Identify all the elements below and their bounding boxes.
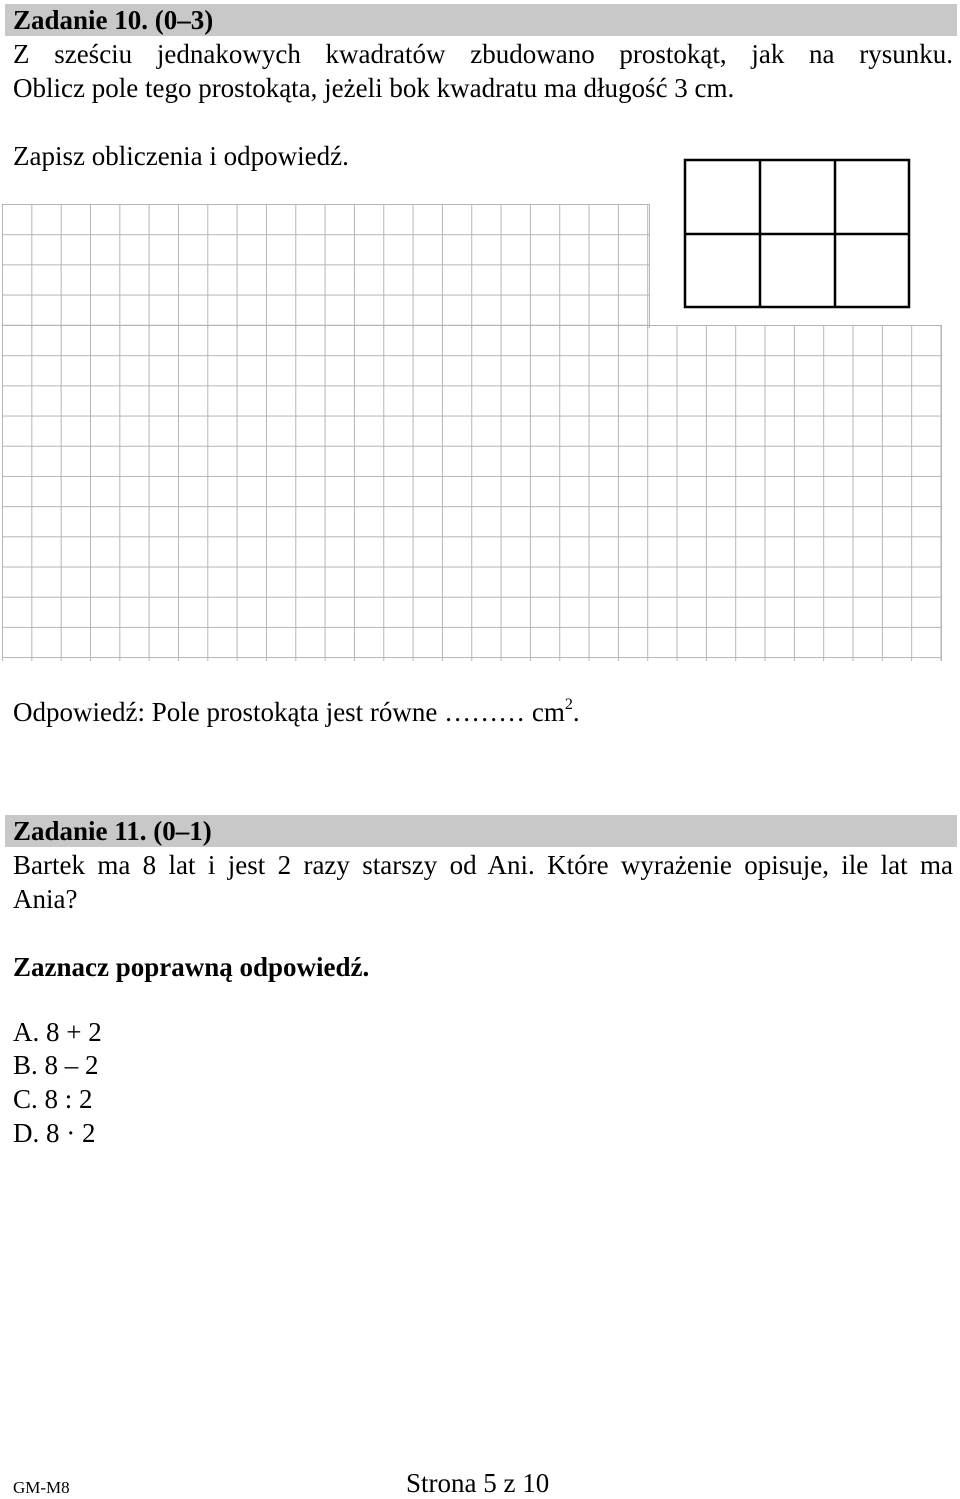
task11-instruction: Zaznacz poprawną odpowiedź. xyxy=(13,952,370,982)
rectangle-of-squares-figure xyxy=(683,158,913,310)
exam-code: GM-M8 xyxy=(13,1478,70,1497)
task10-text-line1: Z sześciu jednakowych kwadratów zbudowano prostokąt, jak na rysunku. xyxy=(13,39,953,69)
option-b[interactable]: B. 8 – 2 xyxy=(13,1050,99,1080)
option-c[interactable]: C. 8 : 2 xyxy=(13,1084,93,1114)
task11-text-line2: Ania? xyxy=(13,884,78,914)
task10-instruction: Zapisz obliczenia i odpowiedź. xyxy=(13,141,349,171)
task10-header: Zadanie 10. (0–3) xyxy=(5,4,957,36)
task11-text-line1: Bartek ma 8 lat i jest 2 razy starszy od Ani. Które wyrażenie opisuje, ile lat ma xyxy=(13,850,953,880)
answer-grid-lower[interactable] xyxy=(2,325,942,661)
page-number: Strona 5 z 10 xyxy=(406,1468,550,1498)
option-d[interactable]: D. 8 · 2 xyxy=(13,1118,96,1148)
task11-header: Zadanie 11. (0–1) xyxy=(5,815,957,847)
task10-answer-line xyxy=(13,696,580,728)
task10-text-line2: Oblicz pole tego prostokąta, jeżeli bok kwadratu ma długość 3 cm. xyxy=(13,73,735,103)
option-a[interactable]: A. 8 + 2 xyxy=(13,1017,102,1047)
answer-exponent: 2 xyxy=(564,696,573,713)
answer-prefix: Odpowiedź: Pole prostokąta jest równe ……… cm xyxy=(13,697,565,727)
answer-suffix: . xyxy=(572,697,580,727)
answer-grid-upper[interactable] xyxy=(2,204,650,328)
